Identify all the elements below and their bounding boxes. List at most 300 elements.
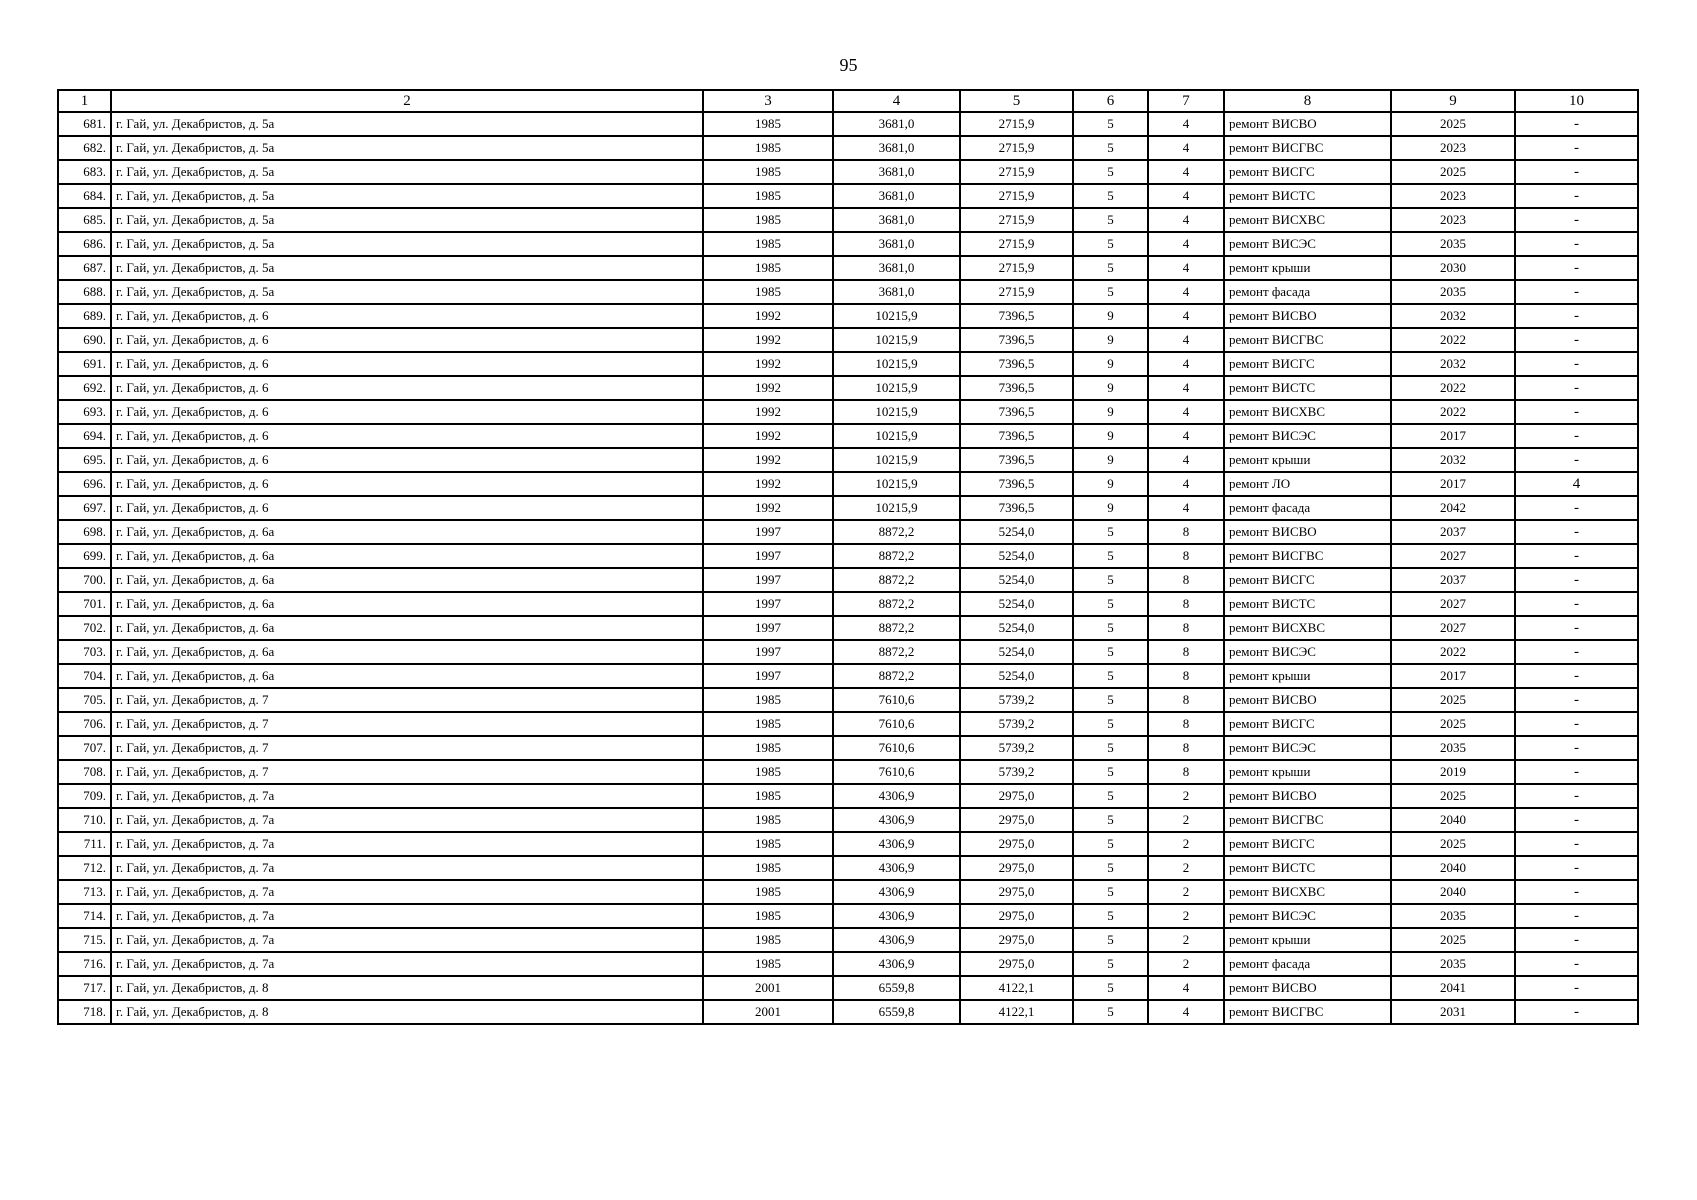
table-cell-col-9: 2025 bbox=[1391, 160, 1515, 184]
table-cell-col-9: 2025 bbox=[1391, 784, 1515, 808]
table-cell-col-10: - bbox=[1515, 784, 1638, 808]
table-cell-col-8: ремонт ВИСЭС bbox=[1224, 424, 1391, 448]
table-row bbox=[58, 184, 1638, 208]
table-cell-col-8: ремонт ВИСВО bbox=[1224, 688, 1391, 712]
table-cell-col-9: 2023 bbox=[1391, 208, 1515, 232]
table-cell-col-6: 5 bbox=[1073, 712, 1148, 736]
table-cell-col-2: г. Гай, ул. Декабристов, д. 7а bbox=[111, 784, 703, 808]
table-cell-col-9: 2040 bbox=[1391, 856, 1515, 880]
table-cell-col-3: 1997 bbox=[703, 664, 833, 688]
table-cell-col-3: 1997 bbox=[703, 544, 833, 568]
table-cell-col-5: 5254,0 bbox=[960, 616, 1073, 640]
table-cell-col-7: 2 bbox=[1148, 832, 1224, 856]
table-cell-col-1: 689. bbox=[58, 304, 111, 328]
table-cell-col-9: 2041 bbox=[1391, 976, 1515, 1000]
table-cell-col-3: 1985 bbox=[703, 808, 833, 832]
table-cell-col-3: 1992 bbox=[703, 472, 833, 496]
table-cell-col-10: - bbox=[1515, 136, 1638, 160]
table-cell-col-2: г. Гай, ул. Декабристов, д. 6 bbox=[111, 472, 703, 496]
table-row bbox=[58, 664, 1638, 688]
table-cell-col-4: 10215,9 bbox=[833, 304, 960, 328]
table-cell-col-8: ремонт ВИСГВС bbox=[1224, 136, 1391, 160]
table-cell-col-9: 2031 bbox=[1391, 1000, 1515, 1024]
table-cell-col-3: 1985 bbox=[703, 928, 833, 952]
table-cell-col-1: 699. bbox=[58, 544, 111, 568]
table-cell-col-4: 7610,6 bbox=[833, 736, 960, 760]
table-cell-col-1: 714. bbox=[58, 904, 111, 928]
table-cell-col-7: 8 bbox=[1148, 592, 1224, 616]
register-table bbox=[57, 89, 1639, 1025]
table-cell-col-2: г. Гай, ул. Декабристов, д. 6 bbox=[111, 352, 703, 376]
table-cell-col-5: 2715,9 bbox=[960, 256, 1073, 280]
table-cell-col-10: - bbox=[1515, 232, 1638, 256]
table-cell-col-5: 2975,0 bbox=[960, 928, 1073, 952]
table-cell-col-8: ремонт ВИСЭС bbox=[1224, 640, 1391, 664]
table-cell-col-8: ремонт ВИСВО bbox=[1224, 112, 1391, 136]
table-cell-col-2: г. Гай, ул. Декабристов, д. 7а bbox=[111, 808, 703, 832]
table-cell-col-4: 8872,2 bbox=[833, 520, 960, 544]
table-cell-col-9: 2027 bbox=[1391, 544, 1515, 568]
table-cell-col-3: 1985 bbox=[703, 904, 833, 928]
table-cell-col-2: г. Гай, ул. Декабристов, д. 7 bbox=[111, 688, 703, 712]
table-cell-col-10: - bbox=[1515, 448, 1638, 472]
table-cell-col-3: 1997 bbox=[703, 520, 833, 544]
table-cell-col-5: 2975,0 bbox=[960, 904, 1073, 928]
table-cell-col-6: 9 bbox=[1073, 496, 1148, 520]
table-cell-col-5: 2975,0 bbox=[960, 880, 1073, 904]
table-cell-col-2: г. Гай, ул. Декабристов, д. 5а bbox=[111, 256, 703, 280]
table-cell-col-5: 7396,5 bbox=[960, 424, 1073, 448]
table-row bbox=[58, 424, 1638, 448]
table-cell-col-6: 9 bbox=[1073, 304, 1148, 328]
table-cell-col-5: 5739,2 bbox=[960, 688, 1073, 712]
table-row bbox=[58, 520, 1638, 544]
table-cell-col-3: 1985 bbox=[703, 832, 833, 856]
table-cell-col-4: 3681,0 bbox=[833, 280, 960, 304]
table-row bbox=[58, 472, 1638, 496]
column-header-5: 5 bbox=[960, 90, 1073, 112]
table-row bbox=[58, 784, 1638, 808]
table-cell-col-1: 692. bbox=[58, 376, 111, 400]
table-cell-col-8: ремонт ВИСЭС bbox=[1224, 232, 1391, 256]
table-cell-col-9: 2025 bbox=[1391, 712, 1515, 736]
table-cell-col-5: 7396,5 bbox=[960, 328, 1073, 352]
table-cell-col-6: 5 bbox=[1073, 904, 1148, 928]
table-cell-col-10: - bbox=[1515, 640, 1638, 664]
page-number: 95 bbox=[839, 55, 858, 75]
table-cell-col-6: 5 bbox=[1073, 520, 1148, 544]
table-cell-col-5: 5739,2 bbox=[960, 712, 1073, 736]
table-cell-col-8: ремонт ВИСХВС bbox=[1224, 880, 1391, 904]
table-cell-col-7: 8 bbox=[1148, 568, 1224, 592]
table-cell-col-10: - bbox=[1515, 184, 1638, 208]
table-cell-col-1: 691. bbox=[58, 352, 111, 376]
table-cell-col-2: г. Гай, ул. Декабристов, д. 7а bbox=[111, 928, 703, 952]
table-cell-col-5: 5254,0 bbox=[960, 592, 1073, 616]
table-cell-col-10: - bbox=[1515, 688, 1638, 712]
table-row bbox=[58, 712, 1638, 736]
table-cell-col-5: 4122,1 bbox=[960, 976, 1073, 1000]
table-cell-col-9: 2035 bbox=[1391, 736, 1515, 760]
table-cell-col-7: 2 bbox=[1148, 784, 1224, 808]
table-cell-col-10: - bbox=[1515, 760, 1638, 784]
table-cell-col-3: 1997 bbox=[703, 616, 833, 640]
table-cell-col-6: 5 bbox=[1073, 736, 1148, 760]
table-cell-col-10: - bbox=[1515, 808, 1638, 832]
table-cell-col-1: 711. bbox=[58, 832, 111, 856]
table-cell-col-6: 5 bbox=[1073, 568, 1148, 592]
table-cell-col-6: 5 bbox=[1073, 232, 1148, 256]
table-cell-col-7: 2 bbox=[1148, 904, 1224, 928]
table-cell-col-8: ремонт ВИСВО bbox=[1224, 304, 1391, 328]
table-cell-col-7: 8 bbox=[1148, 688, 1224, 712]
column-header-9: 9 bbox=[1391, 90, 1515, 112]
table-cell-col-6: 5 bbox=[1073, 280, 1148, 304]
table-row bbox=[58, 952, 1638, 976]
table-cell-col-7: 4 bbox=[1148, 1000, 1224, 1024]
table-cell-col-2: г. Гай, ул. Декабристов, д. 7а bbox=[111, 856, 703, 880]
table-cell-col-4: 10215,9 bbox=[833, 328, 960, 352]
table-row bbox=[58, 760, 1638, 784]
table-cell-col-3: 1992 bbox=[703, 304, 833, 328]
table-cell-col-5: 7396,5 bbox=[960, 472, 1073, 496]
table-cell-col-8: ремонт крыши bbox=[1224, 448, 1391, 472]
table-cell-col-9: 2040 bbox=[1391, 880, 1515, 904]
table-cell-col-1: 713. bbox=[58, 880, 111, 904]
table-cell-col-8: ремонт фасада bbox=[1224, 280, 1391, 304]
table-row bbox=[58, 304, 1638, 328]
table-cell-col-9: 2017 bbox=[1391, 424, 1515, 448]
table-cell-col-9: 2022 bbox=[1391, 400, 1515, 424]
table-row bbox=[58, 280, 1638, 304]
table-cell-col-1: 686. bbox=[58, 232, 111, 256]
table-cell-col-10: - bbox=[1515, 160, 1638, 184]
table-row bbox=[58, 112, 1638, 136]
table-cell-col-3: 1985 bbox=[703, 160, 833, 184]
table-cell-col-6: 5 bbox=[1073, 784, 1148, 808]
table-cell-col-2: г. Гай, ул. Декабристов, д. 6а bbox=[111, 592, 703, 616]
table-cell-col-3: 1985 bbox=[703, 136, 833, 160]
table-row bbox=[58, 736, 1638, 760]
table-cell-col-5: 5254,0 bbox=[960, 640, 1073, 664]
table-cell-col-1: 683. bbox=[58, 160, 111, 184]
table-cell-col-7: 8 bbox=[1148, 520, 1224, 544]
table-cell-col-7: 4 bbox=[1148, 136, 1224, 160]
table-row bbox=[58, 568, 1638, 592]
table-cell-col-2: г. Гай, ул. Декабристов, д. 7а bbox=[111, 880, 703, 904]
table-cell-col-5: 7396,5 bbox=[960, 304, 1073, 328]
column-header-2: 2 bbox=[111, 90, 703, 112]
column-header-4: 4 bbox=[833, 90, 960, 112]
table-cell-col-5: 2975,0 bbox=[960, 784, 1073, 808]
table-cell-col-2: г. Гай, ул. Декабристов, д. 6а bbox=[111, 616, 703, 640]
table-cell-col-9: 2027 bbox=[1391, 616, 1515, 640]
table-cell-col-6: 5 bbox=[1073, 688, 1148, 712]
table-cell-col-8: ремонт фасада bbox=[1224, 952, 1391, 976]
table-cell-col-9: 2023 bbox=[1391, 184, 1515, 208]
table-cell-col-3: 1992 bbox=[703, 424, 833, 448]
column-header-1: 1 bbox=[58, 90, 111, 112]
table-cell-col-4: 4306,9 bbox=[833, 856, 960, 880]
table-cell-col-10: - bbox=[1515, 832, 1638, 856]
table-cell-col-5: 2975,0 bbox=[960, 952, 1073, 976]
table-cell-col-6: 5 bbox=[1073, 880, 1148, 904]
table-cell-col-8: ремонт ВИСВО bbox=[1224, 520, 1391, 544]
table-cell-col-2: г. Гай, ул. Декабристов, д. 6а bbox=[111, 544, 703, 568]
table-cell-col-4: 3681,0 bbox=[833, 136, 960, 160]
table-cell-col-2: г. Гай, ул. Декабристов, д. 6 bbox=[111, 424, 703, 448]
table-cell-col-2: г. Гай, ул. Декабристов, д. 6 bbox=[111, 328, 703, 352]
table-cell-col-7: 4 bbox=[1148, 424, 1224, 448]
table-cell-col-2: г. Гай, ул. Декабристов, д. 7а bbox=[111, 952, 703, 976]
table-cell-col-5: 4122,1 bbox=[960, 1000, 1073, 1024]
column-header-8: 8 bbox=[1224, 90, 1391, 112]
table-cell-col-10: - bbox=[1515, 424, 1638, 448]
table-cell-col-1: 709. bbox=[58, 784, 111, 808]
table-cell-col-7: 8 bbox=[1148, 736, 1224, 760]
table-cell-col-9: 2037 bbox=[1391, 568, 1515, 592]
table-cell-col-4: 8872,2 bbox=[833, 640, 960, 664]
table-cell-col-9: 2035 bbox=[1391, 232, 1515, 256]
table-row bbox=[58, 616, 1638, 640]
table-cell-col-2: г. Гай, ул. Декабристов, д. 7 bbox=[111, 712, 703, 736]
table-cell-col-4: 10215,9 bbox=[833, 472, 960, 496]
table-row bbox=[58, 256, 1638, 280]
table-cell-col-1: 693. bbox=[58, 400, 111, 424]
table-cell-col-4: 4306,9 bbox=[833, 952, 960, 976]
table-cell-col-7: 8 bbox=[1148, 760, 1224, 784]
table-cell-col-5: 7396,5 bbox=[960, 448, 1073, 472]
table-cell-col-7: 8 bbox=[1148, 544, 1224, 568]
table-cell-col-10: - bbox=[1515, 904, 1638, 928]
table-cell-col-10: - bbox=[1515, 1000, 1638, 1024]
table-cell-col-3: 1992 bbox=[703, 400, 833, 424]
table-cell-col-2: г. Гай, ул. Декабристов, д. 5а bbox=[111, 280, 703, 304]
table-row bbox=[58, 880, 1638, 904]
table-cell-col-9: 2025 bbox=[1391, 928, 1515, 952]
table-cell-col-4: 6559,8 bbox=[833, 1000, 960, 1024]
table-cell-col-4: 3681,0 bbox=[833, 208, 960, 232]
column-header-3: 3 bbox=[703, 90, 833, 112]
table-cell-col-8: ремонт крыши bbox=[1224, 664, 1391, 688]
table-row bbox=[58, 544, 1638, 568]
table-cell-col-2: г. Гай, ул. Декабристов, д. 5а bbox=[111, 160, 703, 184]
table-row bbox=[58, 448, 1638, 472]
table-cell-col-4: 4306,9 bbox=[833, 904, 960, 928]
table-cell-col-9: 2017 bbox=[1391, 664, 1515, 688]
table-cell-col-7: 2 bbox=[1148, 856, 1224, 880]
table-cell-col-1: 696. bbox=[58, 472, 111, 496]
table-cell-col-8: ремонт ВИСХВС bbox=[1224, 400, 1391, 424]
table-cell-col-6: 9 bbox=[1073, 400, 1148, 424]
table-cell-col-3: 1985 bbox=[703, 280, 833, 304]
table-cell-col-9: 2035 bbox=[1391, 280, 1515, 304]
table-row bbox=[58, 1000, 1638, 1024]
table-cell-col-4: 3681,0 bbox=[833, 112, 960, 136]
table-cell-col-4: 4306,9 bbox=[833, 808, 960, 832]
table-cell-col-8: ремонт ВИСГВС bbox=[1224, 1000, 1391, 1024]
table-cell-col-3: 2001 bbox=[703, 1000, 833, 1024]
table-cell-col-9: 2027 bbox=[1391, 592, 1515, 616]
table-cell-col-3: 1985 bbox=[703, 112, 833, 136]
table-cell-col-6: 5 bbox=[1073, 928, 1148, 952]
table-cell-col-8: ремонт крыши bbox=[1224, 256, 1391, 280]
header-row bbox=[58, 90, 1638, 112]
table-cell-col-3: 1985 bbox=[703, 208, 833, 232]
table-cell-col-8: ремонт ВИСГС bbox=[1224, 712, 1391, 736]
table-cell-col-7: 4 bbox=[1148, 256, 1224, 280]
table-cell-col-8: ремонт ВИСГВС bbox=[1224, 544, 1391, 568]
table-cell-col-2: г. Гай, ул. Декабристов, д. 6а bbox=[111, 640, 703, 664]
table-cell-col-6: 5 bbox=[1073, 160, 1148, 184]
table-body bbox=[58, 112, 1638, 1024]
table-cell-col-6: 5 bbox=[1073, 208, 1148, 232]
table-cell-col-5: 7396,5 bbox=[960, 496, 1073, 520]
table-cell-col-3: 1985 bbox=[703, 256, 833, 280]
table-cell-col-1: 687. bbox=[58, 256, 111, 280]
table-cell-col-4: 3681,0 bbox=[833, 256, 960, 280]
table-cell-col-8: ремонт ВИСХВС bbox=[1224, 616, 1391, 640]
table-cell-col-7: 2 bbox=[1148, 808, 1224, 832]
table-cell-col-7: 4 bbox=[1148, 496, 1224, 520]
table-cell-col-5: 2715,9 bbox=[960, 208, 1073, 232]
table-cell-col-2: г. Гай, ул. Декабристов, д. 5а bbox=[111, 208, 703, 232]
table-cell-col-5: 2715,9 bbox=[960, 136, 1073, 160]
table-cell-col-1: 681. bbox=[58, 112, 111, 136]
table-cell-col-1: 710. bbox=[58, 808, 111, 832]
table-cell-col-4: 10215,9 bbox=[833, 376, 960, 400]
table-cell-col-1: 717. bbox=[58, 976, 111, 1000]
column-header-6: 6 bbox=[1073, 90, 1148, 112]
table-cell-col-1: 706. bbox=[58, 712, 111, 736]
table-cell-col-4: 3681,0 bbox=[833, 160, 960, 184]
table-cell-col-7: 4 bbox=[1148, 328, 1224, 352]
table-cell-col-1: 704. bbox=[58, 664, 111, 688]
table-cell-col-8: ремонт ЛО bbox=[1224, 472, 1391, 496]
table-cell-col-10: - bbox=[1515, 256, 1638, 280]
table-cell-col-9: 2022 bbox=[1391, 640, 1515, 664]
table-cell-col-1: 697. bbox=[58, 496, 111, 520]
table-cell-col-6: 9 bbox=[1073, 448, 1148, 472]
table-cell-col-9: 2032 bbox=[1391, 352, 1515, 376]
table-cell-col-2: г. Гай, ул. Декабристов, д. 5а bbox=[111, 184, 703, 208]
table-cell-col-1: 712. bbox=[58, 856, 111, 880]
table-cell-col-4: 7610,6 bbox=[833, 760, 960, 784]
table-cell-col-6: 9 bbox=[1073, 424, 1148, 448]
table-cell-col-1: 694. bbox=[58, 424, 111, 448]
table-cell-col-10: - bbox=[1515, 976, 1638, 1000]
table-cell-col-10: - bbox=[1515, 400, 1638, 424]
table-cell-col-5: 2715,9 bbox=[960, 232, 1073, 256]
table-cell-col-4: 4306,9 bbox=[833, 928, 960, 952]
table-cell-col-1: 703. bbox=[58, 640, 111, 664]
table-cell-col-8: ремонт ВИСГС bbox=[1224, 352, 1391, 376]
table-cell-col-2: г. Гай, ул. Декабристов, д. 7а bbox=[111, 832, 703, 856]
table-cell-col-2: г. Гай, ул. Декабристов, д. 6а bbox=[111, 520, 703, 544]
table-cell-col-4: 8872,2 bbox=[833, 544, 960, 568]
table-cell-col-6: 9 bbox=[1073, 328, 1148, 352]
table-cell-col-7: 8 bbox=[1148, 712, 1224, 736]
table-cell-col-3: 1985 bbox=[703, 784, 833, 808]
table-cell-col-4: 10215,9 bbox=[833, 496, 960, 520]
table-row bbox=[58, 328, 1638, 352]
column-header-10: 10 bbox=[1515, 90, 1638, 112]
table-cell-col-8: ремонт крыши bbox=[1224, 928, 1391, 952]
table-cell-col-5: 2715,9 bbox=[960, 112, 1073, 136]
table-cell-col-2: г. Гай, ул. Декабристов, д. 8 bbox=[111, 976, 703, 1000]
table-cell-col-2: г. Гай, ул. Декабристов, д. 6 bbox=[111, 376, 703, 400]
table-cell-col-6: 9 bbox=[1073, 472, 1148, 496]
table-cell-col-9: 2025 bbox=[1391, 112, 1515, 136]
table-cell-col-5: 7396,5 bbox=[960, 400, 1073, 424]
table-cell-col-1: 718. bbox=[58, 1000, 111, 1024]
table-cell-col-9: 2040 bbox=[1391, 808, 1515, 832]
table-cell-col-7: 4 bbox=[1148, 304, 1224, 328]
table-cell-col-10: - bbox=[1515, 592, 1638, 616]
table-cell-col-3: 1985 bbox=[703, 736, 833, 760]
table-cell-col-6: 5 bbox=[1073, 136, 1148, 160]
table-cell-col-4: 4306,9 bbox=[833, 880, 960, 904]
table-cell-col-3: 1992 bbox=[703, 352, 833, 376]
table-cell-col-10: - bbox=[1515, 376, 1638, 400]
table-cell-col-1: 682. bbox=[58, 136, 111, 160]
table-cell-col-6: 9 bbox=[1073, 352, 1148, 376]
table-cell-col-4: 8872,2 bbox=[833, 616, 960, 640]
table-cell-col-8: ремонт ВИСГС bbox=[1224, 568, 1391, 592]
table-cell-col-8: ремонт ВИСТС bbox=[1224, 376, 1391, 400]
table-cell-col-5: 7396,5 bbox=[960, 352, 1073, 376]
table-cell-col-8: ремонт ВИСГС bbox=[1224, 832, 1391, 856]
table-cell-col-3: 1985 bbox=[703, 232, 833, 256]
table-cell-col-2: г. Гай, ул. Декабристов, д. 6а bbox=[111, 664, 703, 688]
table-cell-col-5: 2975,0 bbox=[960, 808, 1073, 832]
table-cell-col-10: - bbox=[1515, 352, 1638, 376]
table-cell-col-4: 4306,9 bbox=[833, 832, 960, 856]
table-cell-col-5: 5254,0 bbox=[960, 544, 1073, 568]
table-cell-col-6: 5 bbox=[1073, 760, 1148, 784]
table-cell-col-1: 716. bbox=[58, 952, 111, 976]
table-cell-col-5: 5739,2 bbox=[960, 760, 1073, 784]
table-cell-col-8: ремонт крыши bbox=[1224, 760, 1391, 784]
table-cell-col-2: г. Гай, ул. Декабристов, д. 7а bbox=[111, 904, 703, 928]
table-cell-col-2: г. Гай, ул. Декабристов, д. 5а bbox=[111, 136, 703, 160]
table-cell-col-1: 688. bbox=[58, 280, 111, 304]
table-cell-col-2: г. Гай, ул. Декабристов, д. 6 bbox=[111, 448, 703, 472]
table-cell-col-6: 5 bbox=[1073, 664, 1148, 688]
table-cell-col-7: 4 bbox=[1148, 160, 1224, 184]
column-header-7: 7 bbox=[1148, 90, 1224, 112]
table-cell-col-7: 4 bbox=[1148, 400, 1224, 424]
table-cell-col-4: 3681,0 bbox=[833, 184, 960, 208]
table-cell-col-2: г. Гай, ул. Декабристов, д. 6 bbox=[111, 496, 703, 520]
table-cell-col-1: 701. bbox=[58, 592, 111, 616]
table-cell-col-6: 5 bbox=[1073, 856, 1148, 880]
table-cell-col-3: 1997 bbox=[703, 640, 833, 664]
table-cell-col-9: 2019 bbox=[1391, 760, 1515, 784]
table-cell-col-8: ремонт ВИСВО bbox=[1224, 784, 1391, 808]
table-cell-col-3: 1997 bbox=[703, 568, 833, 592]
table-cell-col-6: 5 bbox=[1073, 592, 1148, 616]
table-cell-col-8: ремонт ВИСТС bbox=[1224, 184, 1391, 208]
table-cell-col-6: 5 bbox=[1073, 808, 1148, 832]
table-cell-col-5: 5254,0 bbox=[960, 568, 1073, 592]
table-row bbox=[58, 232, 1638, 256]
table-cell-col-6: 5 bbox=[1073, 832, 1148, 856]
table-cell-col-3: 1997 bbox=[703, 592, 833, 616]
table-cell-col-7: 4 bbox=[1148, 208, 1224, 232]
table-cell-col-2: г. Гай, ул. Декабристов, д. 5а bbox=[111, 232, 703, 256]
table-cell-col-10: - bbox=[1515, 952, 1638, 976]
